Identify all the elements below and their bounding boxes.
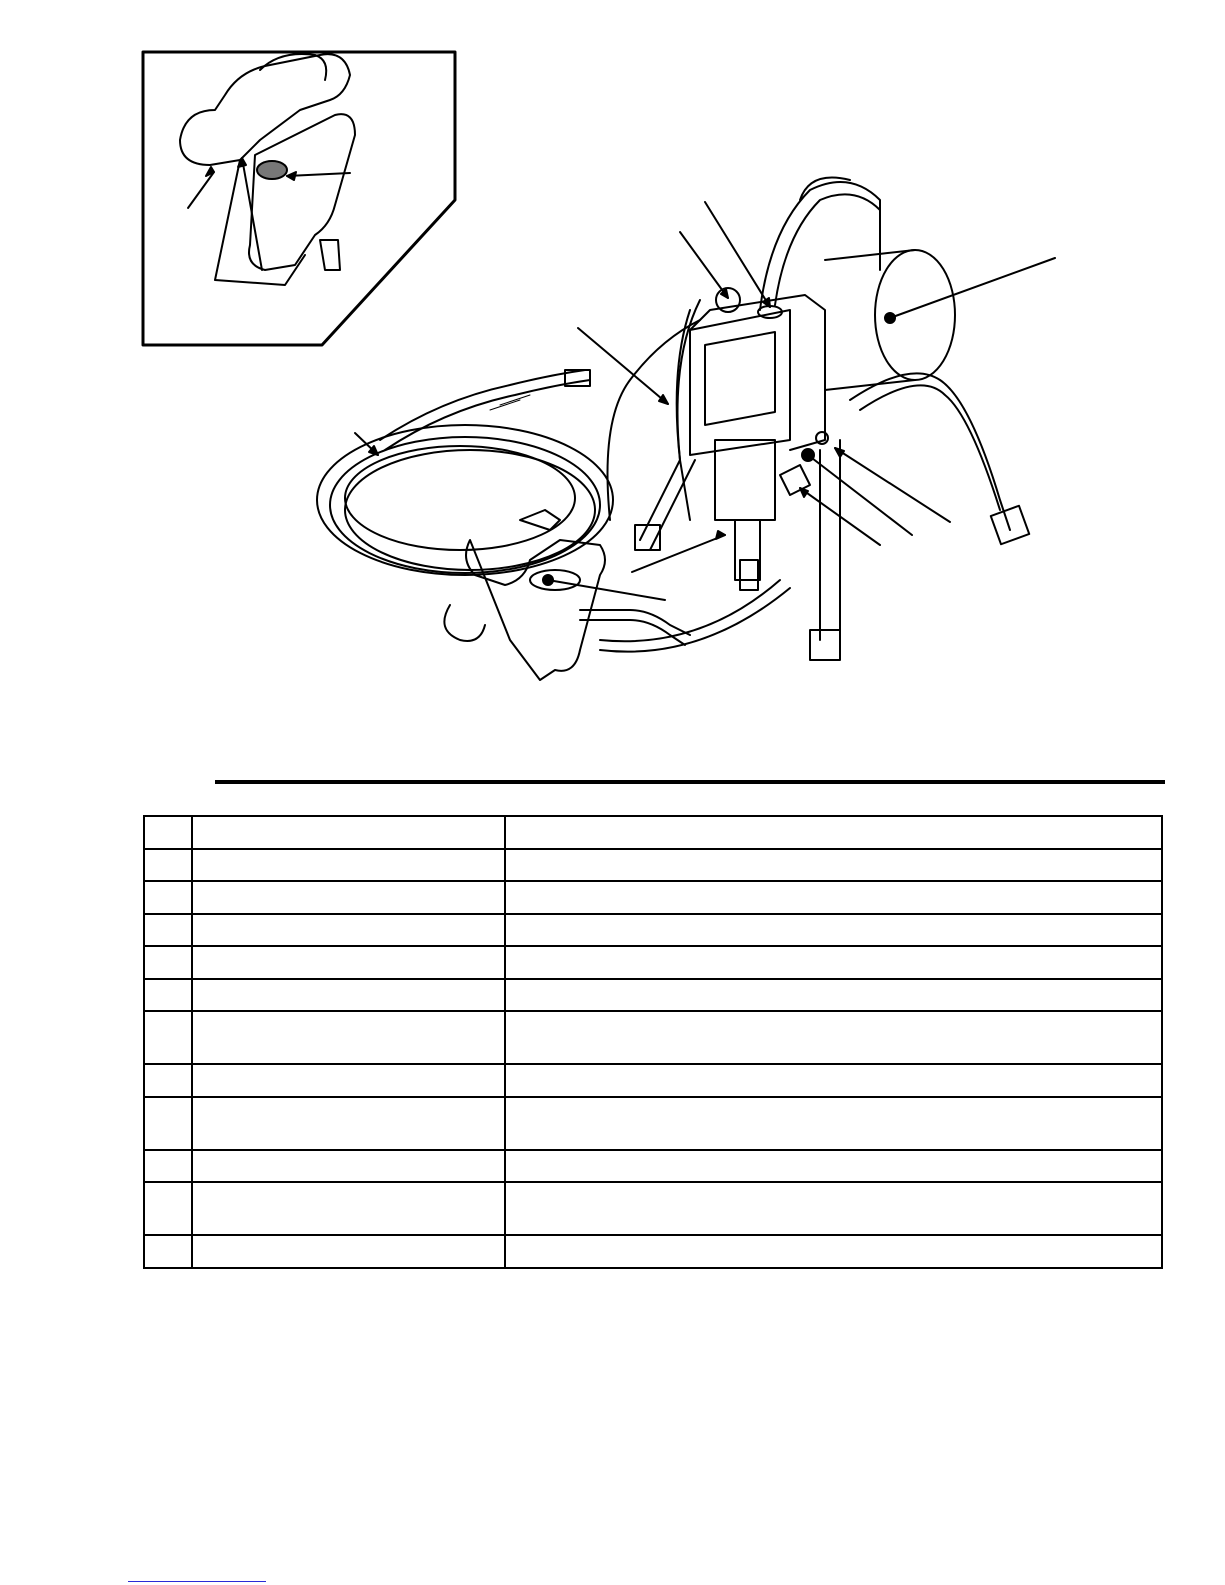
spray-gun	[444, 510, 690, 680]
table-cell-key	[144, 1011, 192, 1064]
table-cell-name	[192, 1182, 505, 1235]
hose-coil	[317, 370, 790, 652]
section-rule	[215, 780, 1165, 784]
table-cell-key	[144, 1097, 192, 1150]
table-cell-description	[505, 1064, 1162, 1097]
table-cell-description	[505, 1150, 1162, 1183]
sprayer-unit	[578, 178, 1055, 661]
table-cell-key	[144, 914, 192, 947]
table-row	[144, 816, 1162, 849]
table-cell-description	[505, 849, 1162, 882]
table-cell-name	[192, 1011, 505, 1064]
table-cell-description	[505, 881, 1162, 914]
spray-gun-inset	[143, 52, 455, 345]
table-cell-name	[192, 849, 505, 882]
table-row	[144, 979, 1162, 1012]
table-row	[144, 946, 1162, 979]
table-cell-name	[192, 979, 505, 1012]
table-cell-name	[192, 881, 505, 914]
table-cell-name	[192, 816, 505, 849]
table-cell-description	[505, 914, 1162, 947]
table-cell-name	[192, 1150, 505, 1183]
table-cell-description	[505, 1097, 1162, 1150]
table-cell-name	[192, 1064, 505, 1097]
table-cell-description	[505, 816, 1162, 849]
table-cell-key	[144, 816, 192, 849]
table-row	[144, 1011, 1162, 1064]
table-row	[144, 1235, 1162, 1268]
table-cell-description	[505, 1011, 1162, 1064]
table-cell-name	[192, 914, 505, 947]
table-row	[144, 881, 1162, 914]
sprayer-illustration	[0, 0, 1225, 720]
table-cell-name	[192, 946, 505, 979]
table-row	[144, 1097, 1162, 1150]
table-cell-key	[144, 849, 192, 882]
table-row	[144, 849, 1162, 882]
table-cell-key	[144, 1064, 192, 1097]
table-cell-key	[144, 881, 192, 914]
table-cell-key	[144, 979, 192, 1012]
table-row	[144, 914, 1162, 947]
table-row	[144, 1150, 1162, 1183]
table-cell-name	[192, 1235, 505, 1268]
table-cell-key	[144, 1182, 192, 1235]
table-row	[144, 1064, 1162, 1097]
table-cell-description	[505, 946, 1162, 979]
table-cell-description	[505, 1182, 1162, 1235]
footer-link-underline[interactable]	[128, 1581, 266, 1582]
parts-table	[143, 815, 1163, 1269]
table-cell-name	[192, 1097, 505, 1150]
table-row	[144, 1182, 1162, 1235]
table-cell-description	[505, 1235, 1162, 1268]
table-cell-key	[144, 946, 192, 979]
table-cell-description	[505, 979, 1162, 1012]
table-cell-key	[144, 1150, 192, 1183]
table-cell-key	[144, 1235, 192, 1268]
